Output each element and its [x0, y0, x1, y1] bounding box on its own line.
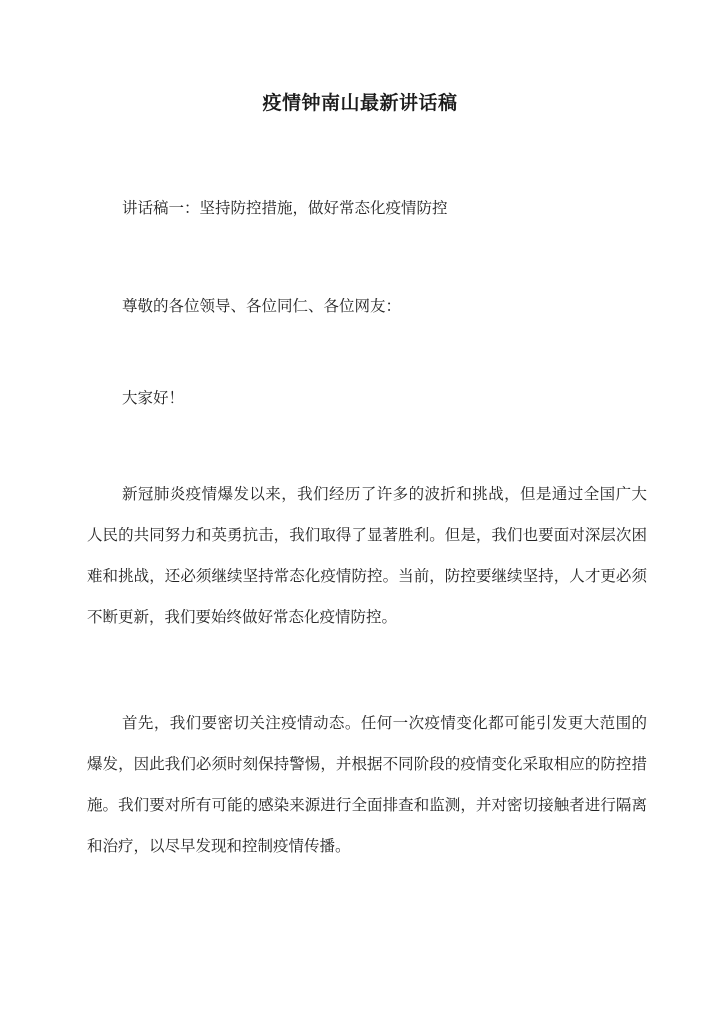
body-paragraph-2: 首先，我们要密切关注疫情动态。任何一次疫情变化都可能引发更大范围的爆发，因此我们必须时刻保持警惕，并根据不同阶段的疫情变化采取相应的防控措施。我们要对所有可能的感染来源进行全面排查和监测，并对密切接触者进行隔离和治疗，以尽早发现和控制疫情传播。 — [87, 714, 647, 855]
greeting: 大家好！ — [122, 389, 185, 407]
body-paragraph-1: 新冠肺炎疫情爆发以来，我们经历了许多的波折和挑战，但是通过全国广大人民的共同努力和英勇抗击，我们取得了显著胜利。但是，我们也要面对深层次困难和挑战，还必须继续坚持常态化疫情防控。当前，防控要继续坚持，人才更必须不断更新，我们要始终做好常态化疫情防控。 — [87, 485, 647, 626]
salutation: 尊敬的各位领导、各位同仁、各位网友： — [122, 297, 402, 315]
speech-subtitle: 讲话稿一：坚持防控措施，做好常态化疫情防控 — [122, 199, 448, 217]
document-title: 疫情钟南山最新讲话稿 — [262, 92, 458, 114]
